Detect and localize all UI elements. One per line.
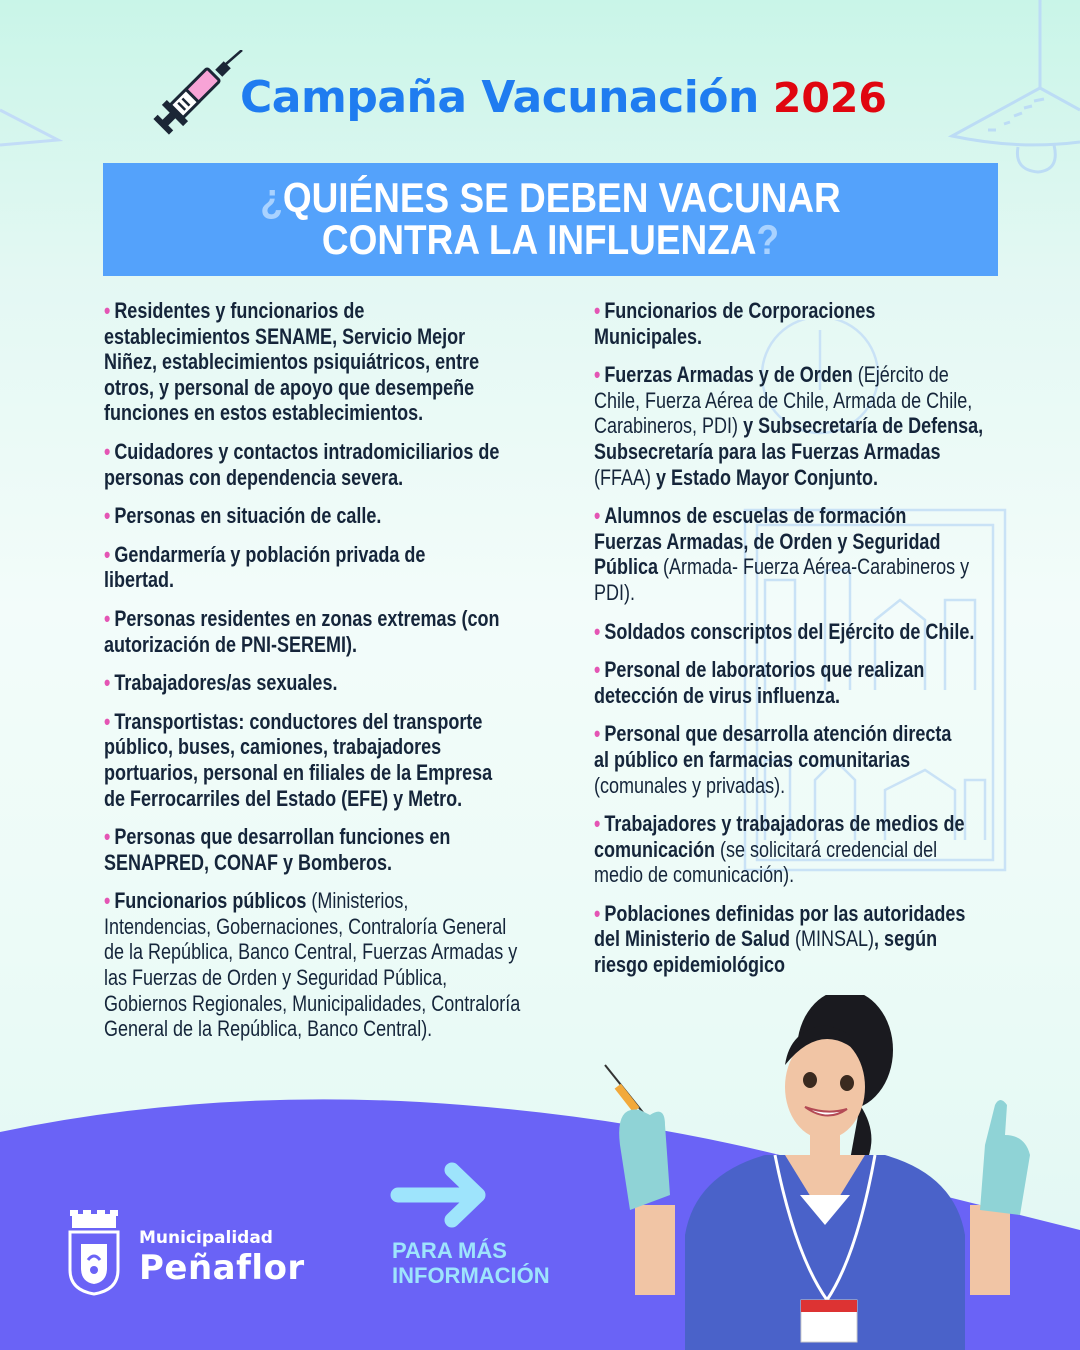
- nurse-illustration: [595, 995, 1065, 1350]
- bullet-icon: •: [594, 362, 601, 388]
- regular-text: PDI).: [594, 579, 636, 605]
- regular-text: (Armada- Fuerza Aérea-Carabineros y: [658, 554, 970, 580]
- bullet-icon: •: [104, 503, 111, 529]
- more-info-link[interactable]: [392, 1238, 550, 1288]
- title-text: Campaña Vacunación: [240, 72, 759, 123]
- list-item-line: [594, 811, 983, 837]
- regular-text: de la República, Banco Central, Fuerzas Armadas y: [104, 939, 518, 965]
- bold-text: de Ferrocarriles del Estado (EFE) y Metro.: [104, 785, 463, 811]
- list-item-line: [594, 837, 983, 863]
- lamp-icon: [948, 0, 1080, 175]
- list-item-line: [104, 632, 520, 658]
- regular-text: (MINSAL): [790, 926, 875, 952]
- list-item-line: [104, 324, 520, 350]
- list-item-line: [104, 606, 520, 632]
- bold-text: Pública: [594, 554, 659, 580]
- list-item-line: [104, 888, 520, 914]
- bold-text: Fuerzas Armadas y de Orden: [604, 362, 853, 388]
- bold-text: funciones en estos establecimientos.: [104, 400, 424, 426]
- bold-text: Subsecretaría para las Fuerzas Armadas: [594, 438, 941, 464]
- bullet-icon: •: [104, 708, 111, 734]
- bold-text: , según: [874, 926, 938, 952]
- list-item-line: [594, 721, 983, 747]
- title-year: 2026: [772, 74, 887, 122]
- bullet-icon: •: [594, 618, 601, 644]
- question-banner: [103, 163, 998, 276]
- list-item-line: [104, 991, 520, 1017]
- list-item: [104, 824, 520, 875]
- bullet-icon: •: [594, 721, 601, 747]
- list-item-line: [104, 670, 520, 696]
- bold-text: portuarios, personal en filiales de la Empresa: [104, 759, 493, 785]
- syringe-icon: [148, 50, 244, 140]
- list-item-line: [594, 388, 983, 414]
- bullet-icon: •: [594, 900, 601, 926]
- bold-text: y Subsecretaría de Defensa,: [738, 413, 984, 439]
- list-item-line: [594, 529, 983, 555]
- bold-text: Cuidadores y contactos intradomiciliarios de: [114, 438, 500, 464]
- list-item-line: [104, 439, 520, 465]
- bullet-icon: •: [104, 298, 111, 323]
- regular-text: (comunales y privadas).: [594, 772, 786, 798]
- bold-text: Fuerzas Armadas, de Orden y Seguridad: [594, 528, 941, 554]
- list-item-line: [594, 298, 983, 324]
- arrow-right-icon[interactable]: [390, 1162, 490, 1228]
- decorative-lamp-left: [0, 90, 70, 150]
- bold-text: riesgo epidemiológico: [594, 952, 786, 978]
- list-item: [104, 606, 520, 657]
- list-item-line: [104, 914, 520, 940]
- list-item-line: [104, 542, 520, 568]
- bullet-icon: •: [104, 541, 111, 567]
- list-item-line: [104, 465, 520, 491]
- regular-text: (Ministerios,: [306, 888, 409, 914]
- list-item-line: [104, 709, 520, 735]
- list-item-line: [594, 465, 983, 491]
- regular-text: las Fuerzas de Orden y Seguridad Pública,: [104, 965, 448, 991]
- list-item-line: [594, 683, 983, 709]
- bold-text: Funcionarios públicos: [114, 888, 307, 914]
- list-item-line: [104, 850, 520, 876]
- regular-text: Chile, Fuerza Aérea de Chile, Armada de Chile,: [594, 387, 973, 413]
- open-question-mark: ¿: [260, 174, 283, 221]
- list-item-line: [594, 413, 983, 439]
- bold-text: Personal que desarrolla atención directa: [604, 721, 952, 747]
- list-item-line: [594, 901, 983, 927]
- bold-text: Personal de laboratorios que realizan: [604, 657, 925, 683]
- banner-line-2: CONTRA LA INFLUENZA: [321, 216, 757, 263]
- bold-text: autorización de PNI-SEREMI).: [104, 631, 358, 657]
- list-item: [104, 888, 520, 1042]
- list-item-line: [104, 567, 520, 593]
- list-item-line: [594, 503, 983, 529]
- eligibility-list-right: [594, 298, 1080, 991]
- list-item-line: [594, 554, 983, 580]
- eligibility-list-left: [104, 298, 624, 1055]
- bold-text: Alumnos de escuelas de formación: [604, 503, 907, 529]
- list-item: [594, 362, 983, 490]
- bold-text: Soldados conscriptos del Ejército de Chile.: [604, 618, 975, 644]
- list-item: [104, 670, 520, 696]
- regular-text: Gobiernos Regionales, Municipalidades, Contraloría: [104, 990, 521, 1016]
- regular-text: Intendencias, Gobernaciones, Contraloría General: [104, 913, 507, 939]
- list-item-line: [104, 375, 520, 401]
- list-item: [594, 619, 983, 645]
- list-item-line: [594, 952, 983, 978]
- bold-text: Personas en situación de calle.: [114, 503, 382, 529]
- regular-text: General de la República, Banco Central).: [104, 1016, 433, 1042]
- bullet-icon: •: [104, 605, 111, 631]
- list-item-line: [594, 657, 983, 683]
- bullet-icon: •: [104, 438, 111, 464]
- bold-text: Transportistas: conductores del transporte: [114, 708, 483, 734]
- list-item: [104, 439, 520, 490]
- regular-text: medio de comunicación).: [594, 862, 795, 888]
- list-item-line: [594, 362, 983, 388]
- bold-text: del Ministerio de Salud: [594, 926, 791, 952]
- list-item: [594, 298, 983, 349]
- bold-text: Residentes y funcionarios de: [114, 298, 365, 323]
- bullet-icon: •: [104, 824, 111, 850]
- bullet-icon: •: [594, 298, 601, 323]
- list-item-line: [104, 503, 520, 529]
- bold-text: detección de virus influenza.: [594, 682, 841, 708]
- bold-text: libertad.: [104, 567, 175, 593]
- list-item-line: [594, 439, 983, 465]
- list-item: [104, 503, 520, 529]
- list-item-line: [104, 760, 520, 786]
- list-item: [594, 721, 983, 798]
- bold-text: Personas que desarrollan funciones en: [114, 824, 451, 850]
- regular-text: (FFAA): [594, 464, 651, 490]
- bullet-icon: •: [594, 811, 601, 837]
- logo-municipalidad: Municipalidad: [139, 1228, 273, 1248]
- list-item-line: [104, 349, 520, 375]
- bold-text: SENAPRED, CONAF y Bomberos.: [104, 849, 393, 875]
- bold-text: otros, y personal de apoyo que desempeñe: [104, 374, 475, 400]
- bold-text: Municipales.: [594, 323, 703, 349]
- list-item-line: [594, 580, 983, 606]
- list-item: [594, 657, 983, 708]
- list-item: [104, 298, 520, 426]
- banner-line-1: QUIÉNES SE DEBEN VACUNAR: [282, 174, 841, 221]
- list-item-line: [104, 965, 520, 991]
- list-item-line: [104, 786, 520, 812]
- bold-text: y Estado Mayor Conjunto.: [651, 464, 879, 490]
- list-item-line: [594, 747, 983, 773]
- list-item-line: [104, 400, 520, 426]
- bold-text: Personas residentes en zonas extremas (con: [114, 605, 500, 631]
- list-item: [104, 542, 520, 593]
- bold-text: personas con dependencia severa.: [104, 464, 404, 490]
- list-item-line: [594, 862, 983, 888]
- cta-line-1: PARA MÁS: [392, 1238, 507, 1263]
- regular-text: (Ejército de: [852, 362, 949, 388]
- list-item: [594, 503, 983, 605]
- logo-penaflor: Peñaflor: [139, 1248, 305, 1288]
- list-item-line: [104, 939, 520, 965]
- list-item-line: [104, 824, 520, 850]
- campaign-title: [240, 72, 887, 132]
- bold-text: público, buses, camiones, trabajadores: [104, 734, 442, 760]
- list-item: [104, 709, 520, 811]
- municipality-logo: [139, 1228, 305, 1288]
- bold-text: Niñez, establecimientos psiquiátricos, entre: [104, 349, 480, 375]
- list-item-line: [104, 734, 520, 760]
- bullet-icon: •: [594, 657, 601, 683]
- list-item-line: [594, 324, 983, 350]
- bold-text: Funcionarios de Corporaciones: [604, 298, 876, 323]
- close-question-mark: ?: [756, 216, 780, 263]
- list-item-line: [594, 926, 983, 952]
- bullet-icon: •: [104, 670, 111, 696]
- bold-text: establecimientos SENAME, Servicio Mejor: [104, 323, 466, 349]
- list-item-line: [104, 298, 520, 324]
- bold-text: comunicación: [594, 836, 716, 862]
- list-item-line: [594, 773, 983, 799]
- bold-text: al público en farmacias comunitarias: [594, 746, 911, 772]
- bold-text: Gendarmería y población privada de: [114, 541, 426, 567]
- bold-text: Trabajadores y trabajadoras de medios de: [604, 811, 965, 837]
- bold-text: Poblaciones definidas por las autoridades: [604, 900, 966, 926]
- banner-heading: [157, 174, 945, 263]
- municipal-crest-icon: [66, 1210, 122, 1296]
- bold-text: Trabajadores/as sexuales.: [114, 670, 338, 696]
- list-item-line: [104, 1016, 520, 1042]
- regular-text: (se solicitará credencial del: [715, 836, 938, 862]
- bullet-icon: •: [104, 888, 111, 914]
- bullet-icon: •: [594, 503, 601, 529]
- cta-line-2: INFORMACIÓN: [392, 1263, 550, 1288]
- list-item-line: [594, 619, 983, 645]
- regular-text: Carabineros, PDI): [594, 413, 739, 439]
- list-item: [594, 901, 983, 978]
- list-item: [594, 811, 983, 888]
